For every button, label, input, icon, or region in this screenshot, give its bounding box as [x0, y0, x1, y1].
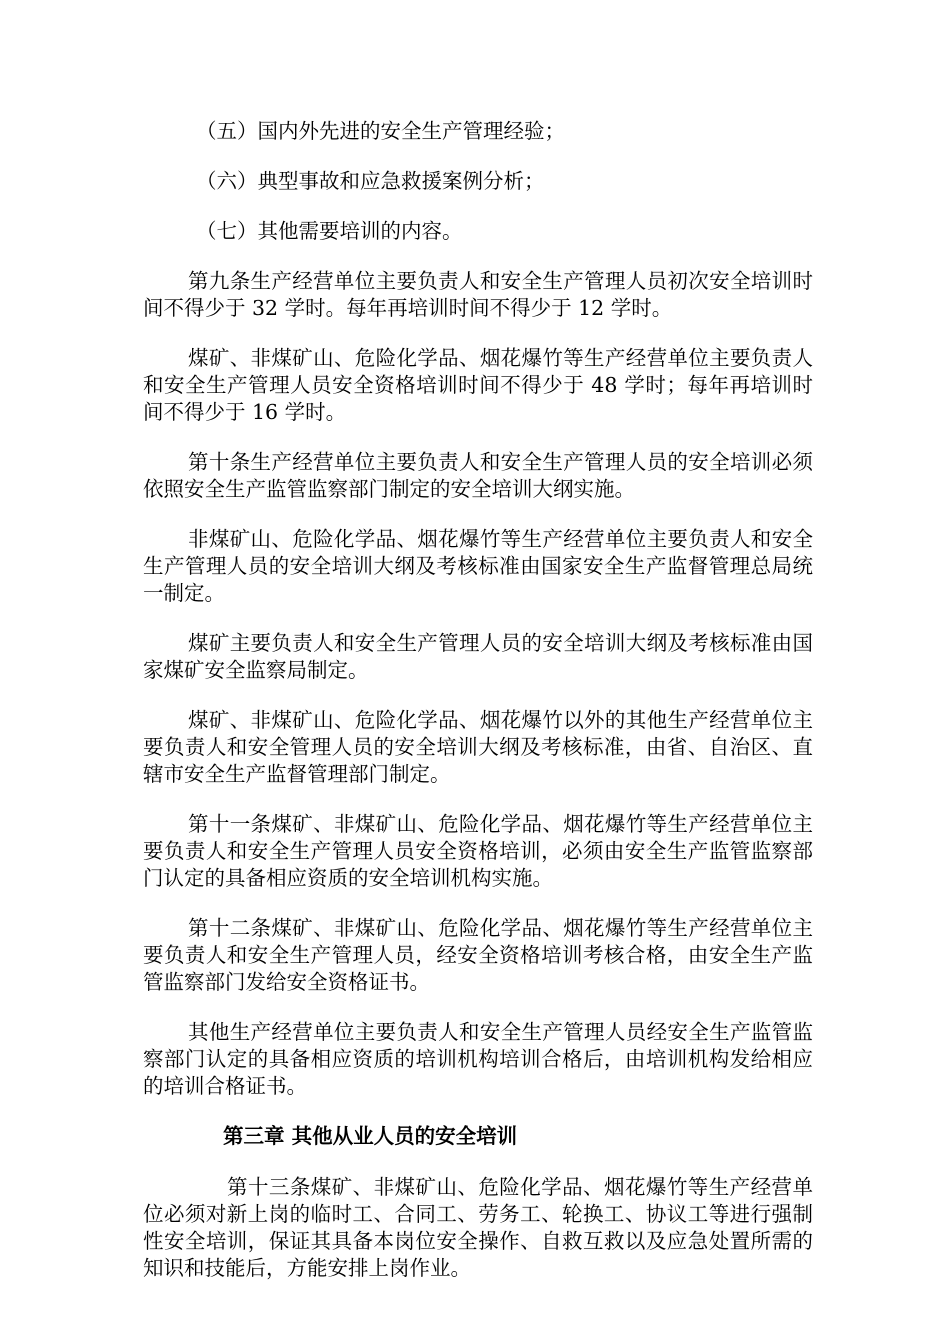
article-10-non-coal-paragraph: 非煤矿山、危险化学品、烟花爆竹等生产经营单位主要负责人和安全生产管理人员的安全培训大纲及考核标准由国家安全生产监督管理总局统一制定。: [143, 527, 813, 605]
article-11-paragraph: 第十一条煤矿、非煤矿山、危险化学品、烟花爆竹等生产经营单位主要负责人和安全生产管理人员安全资格培训，必须由安全生产监管监察部门认定的具备相应资质的安全培训机构实施。: [143, 812, 813, 890]
chapter-heading: 第三章 其他从业人员的安全培训: [223, 1124, 518, 1148]
list-item-5: （五）国内外先进的安全生产管理经验；: [196, 119, 565, 143]
article-13-paragraph: 第十三条煤矿、非煤矿山、危险化学品、烟花爆竹等生产经营单位必须对新上岗的临时工、合同工、劳务工、轮换工、协议工等进行强制性安全培训，保证其具备本岗位安全操作、自救互救以及应急处置所需的知识和技能后，方能安排上岗作业。: [143, 1175, 813, 1280]
article-9-paragraph: 第九条生产经营单位主要负责人和安全生产管理人员初次安全培训时间不得少于 32 学时。每年再培训时间不得少于 12 学时。: [143, 269, 813, 320]
article-10-coal-paragraph: 煤矿主要负责人和安全生产管理人员的安全培训大纲及考核标准由国家煤矿安全监察局制定。: [143, 631, 813, 682]
article-10-other-paragraph: 煤矿、非煤矿山、危险化学品、烟花爆竹以外的其他生产经营单位主要负责人和安全管理人员的安全培训大纲及考核标准，由省、自治区、直辖市安全生产监督管理部门制定。: [143, 708, 813, 786]
article-12-paragraph: 第十二条煤矿、非煤矿山、危险化学品、烟花爆竹等生产经营单位主要负责人和安全生产管理人员，经安全资格培训考核合格，由安全生产监管监察部门发给安全资格证书。: [143, 916, 813, 994]
list-item-7: （七）其他需要培训的内容。: [196, 219, 463, 243]
article-12-other-paragraph: 其他生产经营单位主要负责人和安全生产管理人员经安全生产监管监察部门认定的具备相应资质的培训机构培训合格后，由培训机构发给相应的培训合格证书。: [143, 1020, 813, 1098]
document-body: [143, 118, 813, 1305]
article-9-coal-paragraph: 煤矿、非煤矿山、危险化学品、烟花爆竹等生产经营单位主要负责人和安全生产管理人员安全资格培训时间不得少于 48 学时；每年再培训时间不得少于 16 学时。: [143, 346, 813, 424]
article-10-paragraph: 第十条生产经营单位主要负责人和安全生产管理人员的安全培训必须依照安全生产监管监察部门制定的安全培训大纲实施。: [143, 450, 813, 501]
list-item-6: （六）典型事故和应急救援案例分析；: [196, 169, 545, 193]
